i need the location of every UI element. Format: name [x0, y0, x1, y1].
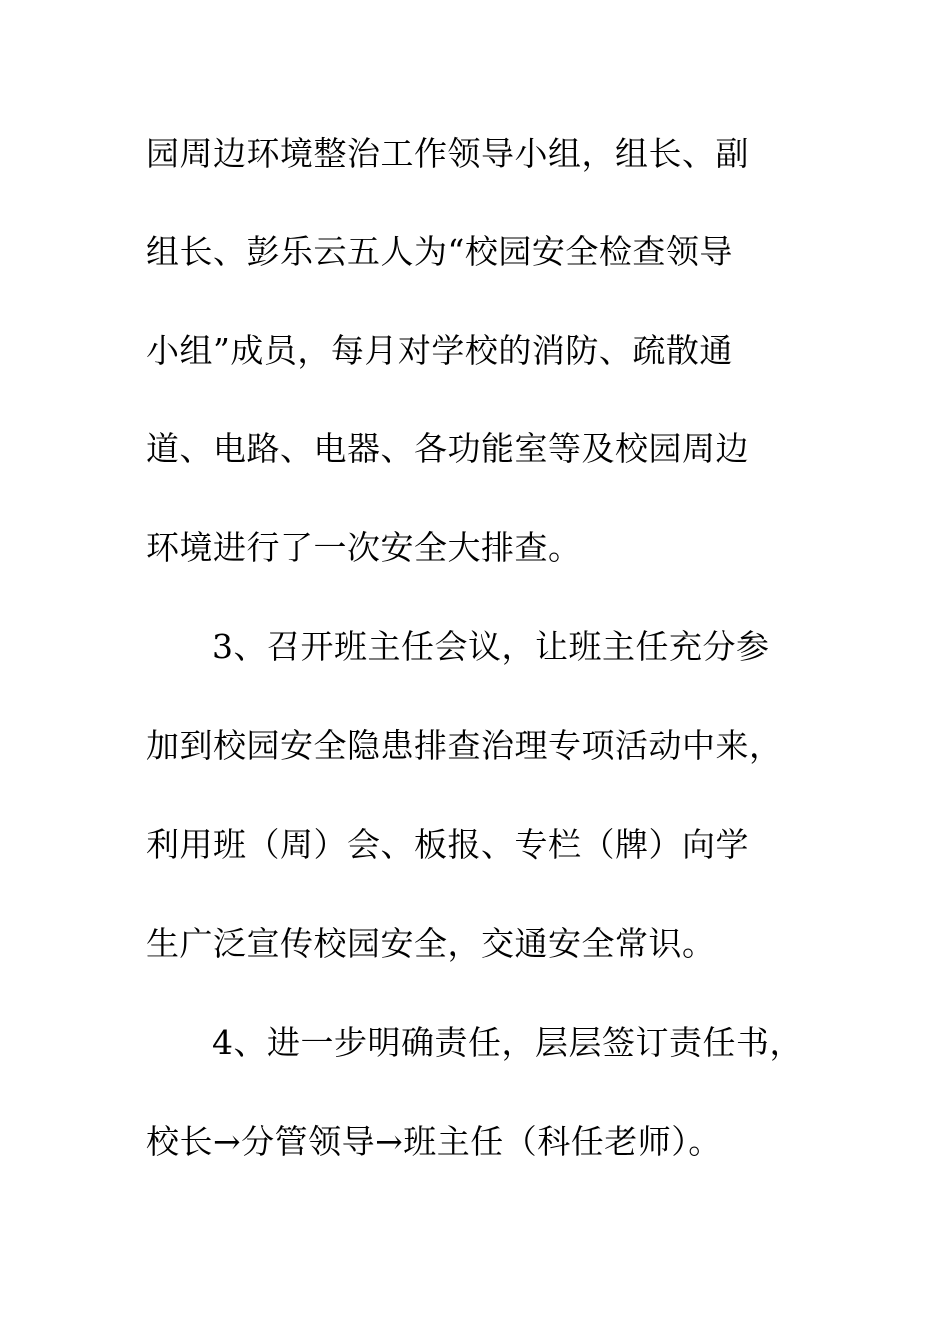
- text-line-1: 园周边环境整治工作领导小组，组长、副: [146, 134, 749, 173]
- text-line-7: 加到校园安全隐患排查治理专项活动中来，: [146, 726, 783, 765]
- text-line-9: 生广泛宣传校园安全，交通安全常识。: [146, 924, 716, 963]
- text-line-3: 小组”成员，每月对学校的消防、疏散通: [146, 331, 733, 370]
- text-line-8: 利用班（周）会、板报、专栏（牌）向学: [146, 825, 749, 864]
- text-line-4: 道、电路、电器、各功能室等及校园周边: [146, 429, 749, 468]
- text-line-11: 校长→分管领导→班主任（科任老师）。: [146, 1122, 722, 1161]
- text-line-2: 组长、彭乐云五人为“校园安全检查领导: [146, 232, 733, 271]
- text-line-6: 3、召开班主任会议，让班主任充分参: [212, 627, 770, 666]
- text-line-5: 环境进行了一次安全大排查。: [146, 528, 582, 567]
- text-line-10: 4、进一步明确责任，层层签订责任书，: [212, 1023, 803, 1062]
